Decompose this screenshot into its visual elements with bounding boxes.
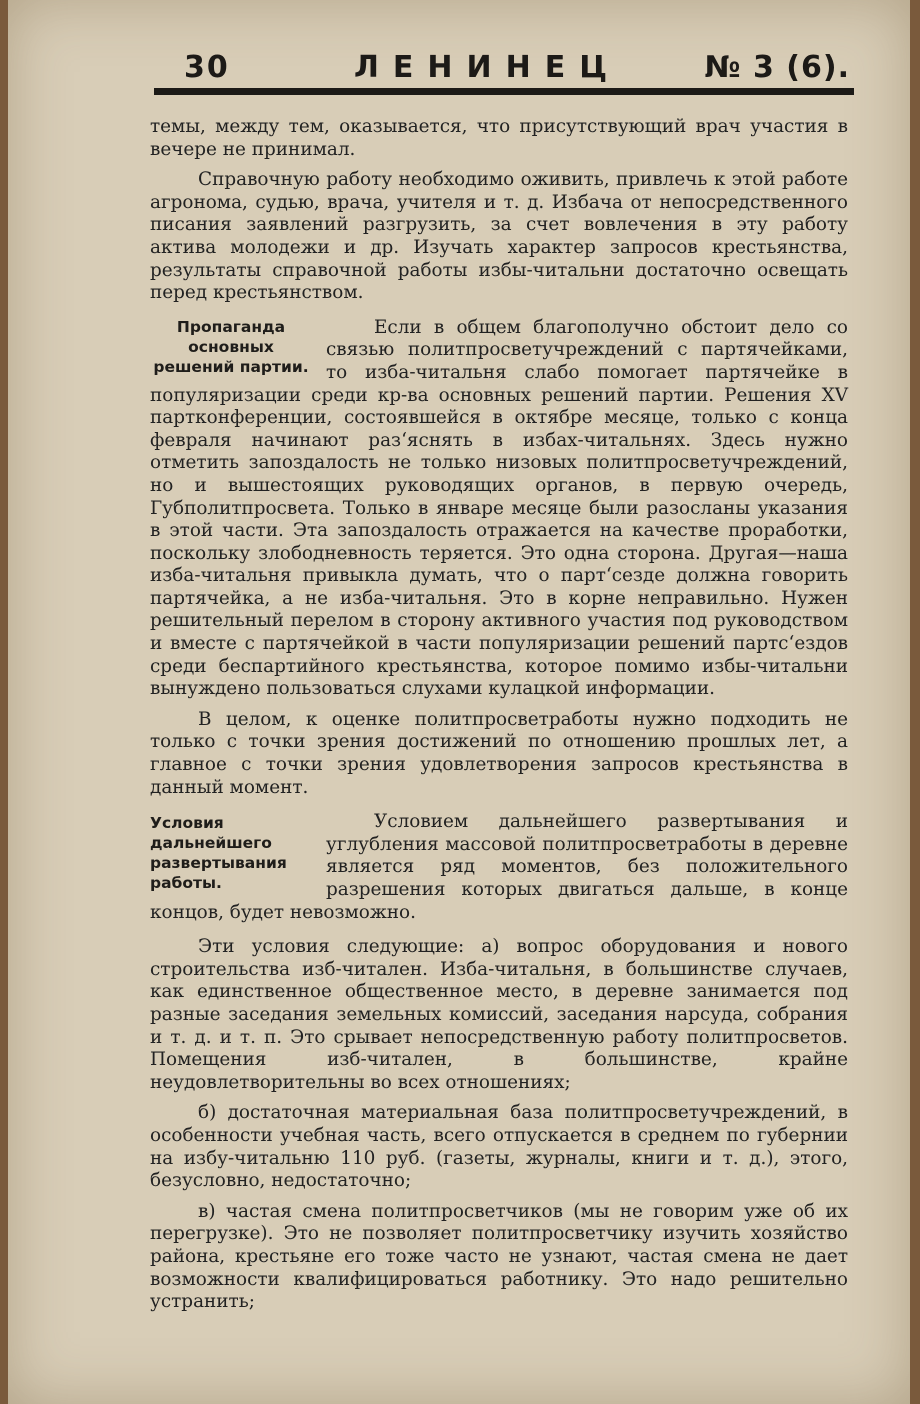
issue-number: № 3 (6). — [704, 50, 850, 85]
paragraph: в) частая смена политпросветчиков (мы не говорим уже об их перегрузке). Это не позволяет политпросветчику изучить хозяйство района, крестьяне его тоже часто не узнают, частая смена не дает возможности квалифицироваться работнику. Это надо решительно устранить; — [150, 1200, 848, 1313]
article-body — [150, 116, 848, 1314]
paragraph: темы, между тем, оказывается, что присутствующий врач участия в вечере не принимал. — [150, 116, 848, 160]
paragraph: В целом, к оценке политпросветработы нужно подходить не только с точки зрения достижений по отношению прошлых лет, а главное с точки зрения удовлетворения запросов крестьянства в данный момент. — [150, 708, 848, 798]
paragraph: б) достаточная материальная база политпросветучреждений, в особенности учебная часть, всего отпускается в среднем по губернии на избу-читальню 110 руб. (газеты, журналы, книги и т. д.), этого, безусловно, недостаточно; — [150, 1102, 848, 1192]
paragraph: Справочную работу необходимо оживить, привлечь к этой работе агронома, судью, врача, учителя и т. д. Избача от непосредственного писания заявлений разгрузить, за счет вовлечения в эту работу актива молодежи и др. Изучать характер запросов крестьянства, результаты справочной работы избы-читальни достаточно освещать перед крестьянством. — [150, 169, 848, 304]
paragraph: Условием дальнейшего развертывания и углубления массовой политпросветработы в деревне является ряд моментов, без положительного разрешения которых двигаться дальше, в конце концов, будет невозможно. — [150, 811, 848, 923]
page-number: 30 — [184, 50, 230, 85]
newspaper-title: ЛЕНИНЕЦ — [354, 50, 622, 85]
side-heading-conditions: Условия дальнейшего развертывания работы. — [150, 814, 287, 893]
paragraph: Если в общем благополучно обстоит дело со связью политпросветучреждений с партячейками, то изба-читальня слабо помогает партячейке в популяризации среди кр-ва основных решений партии. Решения XV партконференции, состоявшейся в октябре месяце, только с конца февраля начинают раз‘яснять в избах-читальнях. Здесь нужно отметить запоздалость не только низовых политпросветучреждений, но и вышестоящих руководящих органов, в первую очередь, Губполитпросвета. Только в январе месяце были разосланы указания в этой части. Эта запоздалость отражается на качестве проработки, поскольку злободневность теряется. Это одна сторона. Другая—наша изба-читальня привыкла думать, что о парт‘сезде должна говорить партячейка, а не изба-читальня. Это в корне неправильно. Нужен решительный перелом в сторону активного участия под руководством и вместе с партячейкой в части популяризации решений партс‘ездов среди беспартийного крестьянства, которое помимо избы-читальни вынуждено пользоваться слухами кулацкой информации. — [150, 316, 848, 700]
paragraph: Эти условия следующие: а) вопрос оборудования и нового строительства изб-читален. Изба-читальня, в большинстве случаев, как единственное общественное место, в деревне занимается под разные заседания земельных комиссий, заседания нарсуда, собрания и т. д. и т. п. Это срывает непосредственную работу политпросветов. Помещения изб-читален, в большинстве, крайне неудовлетворительны во всех отношениях; — [150, 936, 848, 1093]
header-rule — [154, 88, 854, 95]
page-header — [184, 46, 860, 86]
side-heading-propaganda: Пропаганда основных решений партии. — [153, 317, 309, 376]
